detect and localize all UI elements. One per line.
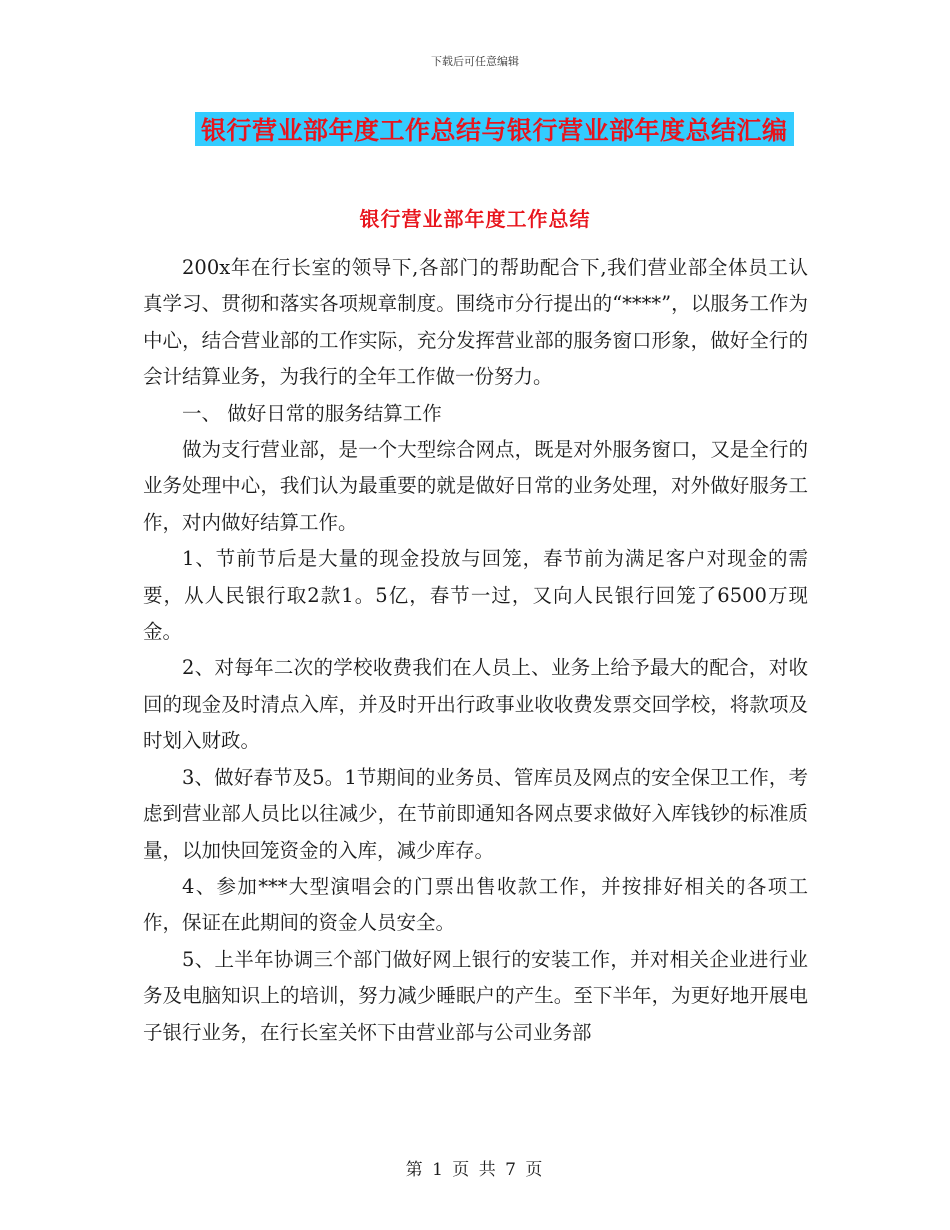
section-heading-1: 一、 做好日常的服务结算工作 xyxy=(182,401,442,425)
sub-title: 银行营业部年度工作总结 xyxy=(359,207,591,231)
paragraph-intro: 200x年在行长室的领导下,各部门的帮助配合下,我们营业部全体员工认真学习、贯彻和落实各项规章制度。围绕市分行提出的“****”，以服务工作为中心，结合营业部的工作实际，充分发挥营业部的服务窗口形象，做好全行的会计结算业务，为我行的全年工作做一份努力。 xyxy=(143,256,808,389)
paragraph-item-2: 2、对每年二次的学校收费我们在人员上、业务上给予最大的配合，对收回的现金及时清点入库，并及时开出行政事业收收费发票交回学校，将款项及时划入财政。 xyxy=(143,656,808,753)
page-number: 第 1 页 共 7 页 xyxy=(405,1160,545,1180)
paragraph-overview: 做为支行营业部，是一个大型综合网点，既是对外服务窗口，又是全行的业务处理中心，我们认为最重要的就是做好日常的业务处理，对外做好服务工作，对内做好结算工作。 xyxy=(143,438,808,534)
main-title: 银行营业部年度工作总结与银行营业部年度总结汇编 xyxy=(201,116,788,145)
paragraph-item-4: 4、参加***大型演唱会的门票出售收款工作，并按排好相关的各项工作，保证在此期间的资金人员安全。 xyxy=(143,874,808,935)
document-body xyxy=(143,250,808,1051)
paragraph-item-1: 1、节前节后是大量的现金投放与回笼，春节前为满足客户对现金的需要，从人民银行取2款1。5亿，春节一过，又向人民银行回笼了6500万现金。 xyxy=(143,547,808,644)
paragraph-item-5: 5、上半年协调三个部门做好网上银行的安装工作，并对相关企业进行业务及电脑知识上的培训，努力减少睡眠户的产生。至下半年，为更好地开展电子银行业务，在行长室关怀下由营业部与公司业务部 xyxy=(143,947,808,1044)
paragraph-item-3: 3、做好春节及5。1节期间的业务员、管库员及网点的安全保卫工作，考虑到营业部人员比以往减少，在节前即通知各网点要求做好入库钱钞的标准质量，以加快回笼资金的入库，减少库存。 xyxy=(143,765,808,862)
main-title-highlight xyxy=(195,112,794,146)
header-note: 下载后可任意编辑 xyxy=(431,55,519,68)
